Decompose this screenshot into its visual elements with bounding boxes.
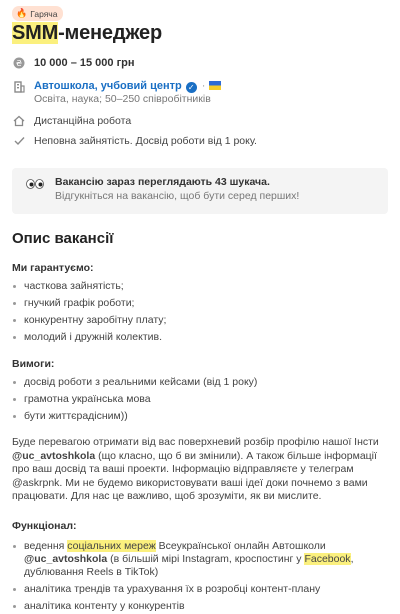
company-row — [12, 80, 221, 106]
checkmark-icon — [12, 134, 26, 148]
list-item: аналітика контенту у конкурентів — [12, 600, 384, 613]
employment-row — [12, 134, 257, 148]
list-item: гнучкий графік роботи; — [12, 297, 166, 310]
salary-text: 10 000 – 15 000 грн — [34, 57, 135, 69]
paragraph-handle: @uc_avtoshkola — [12, 449, 96, 462]
requirements-heading: Вимоги: — [12, 358, 55, 370]
requirements-list — [12, 376, 257, 427]
hot-badge-label: Гаряча — [30, 8, 58, 19]
title-highlight: SMM — [12, 22, 59, 44]
list-item: бути життєрадісним)) — [12, 410, 257, 423]
home-icon — [12, 114, 26, 128]
item1-part1: ведення — [24, 540, 68, 552]
viewers-notice — [12, 168, 388, 214]
title-rest: -менеджер — [58, 22, 162, 44]
guarantee-list — [12, 280, 166, 348]
list-item: грамотна українська мова — [12, 393, 257, 406]
list-item: конкурентну заробітну плату; — [12, 314, 166, 327]
paragraph-part2: (що класно, що б ви змінили). А також більше інформації про ваш досвід та ваші проекти. Інформацію відправляєте у телеграм @askrpnk. Ми не будемо використовувати ваші ідеї доки почнемо з вами працювати. Для нас це важливо, щоб зрозуміти, як ви мислите. — [12, 449, 377, 502]
hot-badge — [12, 6, 63, 21]
notice-line2: Відгукніться на вакансію, щоб бути серед перших! — [55, 190, 300, 202]
check-badge-icon: ✓ — [186, 82, 197, 93]
item1-part4: , дублювання Reels в TikTok) — [24, 553, 354, 578]
money-icon — [12, 56, 26, 70]
guarantee-heading: Ми гарантуємо: — [12, 262, 94, 274]
item1-part3: (в більшій мірі Instagram, кроспостинг у — [107, 553, 305, 565]
employment-text: Неповна зайнятість. Досвід роботи від 1 року. — [34, 135, 257, 147]
salary-row — [12, 56, 135, 70]
paragraph-part1: Буде перевагою отримати від вас поверхневий розбір профілю нашої Інсти — [12, 436, 379, 448]
remote-row — [12, 114, 131, 128]
eyes-icon — [26, 178, 44, 192]
item1-mark2: Facebook — [304, 553, 351, 565]
notice-line1: Вакансію зараз переглядають 43 шукача. — [55, 176, 270, 188]
company-details: Освіта, наука; 50–250 співробітників — [34, 93, 211, 105]
flame-icon: 🔥 — [16, 8, 28, 18]
item1-part2: Всеукраїнської онлайн Автошколи — [155, 540, 326, 552]
building-icon — [12, 80, 26, 94]
functional-heading: Функціонал: — [12, 520, 77, 532]
description-paragraph — [12, 436, 384, 504]
list-item: досвід роботи з реальними кейсами (від 1 року) — [12, 376, 257, 389]
description-heading: Опис вакансії — [12, 230, 114, 247]
list-item — [12, 540, 384, 579]
item1-handle: @uc_avtoshkola — [24, 553, 108, 565]
list-item: часткова зайнятість; — [12, 280, 166, 293]
page-title — [12, 22, 162, 45]
remote-text: Дистанційна робота — [34, 115, 132, 127]
list-item: аналітика трендів та урахування їх в розробці контент-плану — [12, 583, 384, 596]
company-link[interactable]: Автошкола, учбовий центр — [34, 80, 182, 92]
svg-text:₴: ₴ — [15, 58, 23, 68]
item1-mark1: соціальних мереж — [67, 540, 156, 552]
ukraine-flag-icon — [209, 81, 221, 90]
functional-list — [12, 540, 384, 614]
list-item: молодий і дружній колектив. — [12, 331, 166, 344]
company-separator: · — [201, 80, 206, 92]
